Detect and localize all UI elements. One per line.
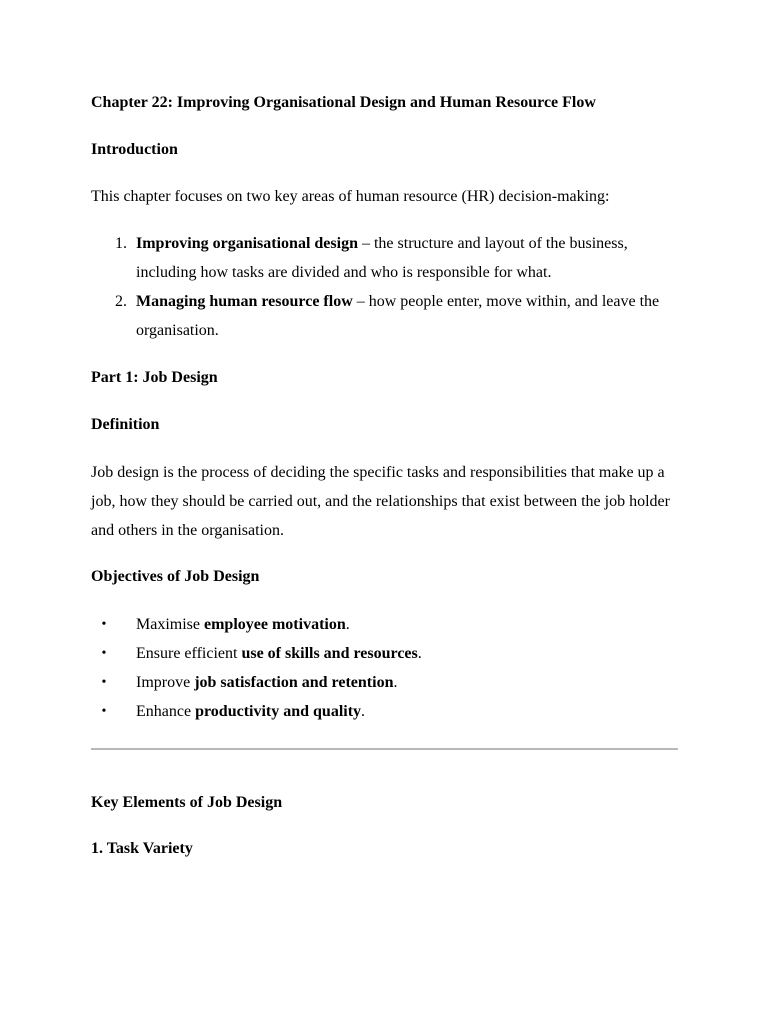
task-variety-heading: 1. Task Variety bbox=[91, 840, 193, 857]
objective-end: . bbox=[393, 674, 398, 691]
chapter-title: Chapter 22: Improving Organisational Design and Human Resource Flow bbox=[91, 94, 596, 111]
objective-emphasis: employee motivation bbox=[204, 616, 346, 633]
bullet: • bbox=[101, 617, 107, 632]
list-number: 1. bbox=[115, 235, 127, 252]
objective-emphasis: productivity and quality bbox=[195, 703, 362, 720]
objective-end: . bbox=[417, 645, 422, 662]
list-item bbox=[91, 229, 691, 287]
objectives-list bbox=[91, 610, 691, 726]
list-item bbox=[91, 639, 691, 668]
introduction-heading: Introduction bbox=[91, 141, 178, 158]
objective-end: . bbox=[345, 616, 350, 633]
list-item bbox=[91, 610, 691, 639]
objective-lead: Enhance bbox=[136, 703, 196, 720]
key-area-title: Managing human resource flow bbox=[136, 293, 353, 310]
objective-lead: Ensure efficient bbox=[136, 645, 242, 662]
list-item bbox=[91, 287, 691, 345]
key-area-title: Improving organisational design bbox=[136, 235, 358, 252]
definition-heading: Definition bbox=[91, 416, 160, 433]
objective-emphasis: use of skills and resources bbox=[241, 645, 418, 662]
definition-paragraph: Job design is the process of deciding the specific tasks and responsibilities that make up a job, how they should be carried out, and the relationships that exist between the job holder and others in the organisation. bbox=[91, 464, 670, 539]
list-item bbox=[91, 697, 691, 726]
list-number: 2. bbox=[115, 293, 127, 310]
objective-emphasis: job satisfaction and retention bbox=[194, 674, 394, 691]
part1-heading: Part 1: Job Design bbox=[91, 369, 218, 386]
horizontal-divider bbox=[91, 748, 678, 750]
intro-paragraph: This chapter focuses on two key areas of human resource (HR) decision-making: bbox=[91, 188, 610, 205]
objective-lead: Maximise bbox=[136, 616, 204, 633]
key-area-description: – the structure and layout of the business, including how tasks are divided and who is responsible for what. bbox=[136, 235, 628, 281]
objective-end: . bbox=[361, 703, 366, 720]
objective-lead: Improve bbox=[136, 674, 195, 691]
key-areas-list bbox=[91, 229, 691, 345]
objectives-heading: Objectives of Job Design bbox=[91, 568, 260, 585]
key-area-description: – how people enter, move within, and leave the organisation. bbox=[136, 293, 660, 339]
bullet: • bbox=[101, 646, 107, 661]
list-item bbox=[91, 668, 691, 697]
bullet: • bbox=[101, 675, 107, 690]
bullet: • bbox=[101, 704, 107, 719]
key-elements-heading: Key Elements of Job Design bbox=[91, 794, 283, 811]
